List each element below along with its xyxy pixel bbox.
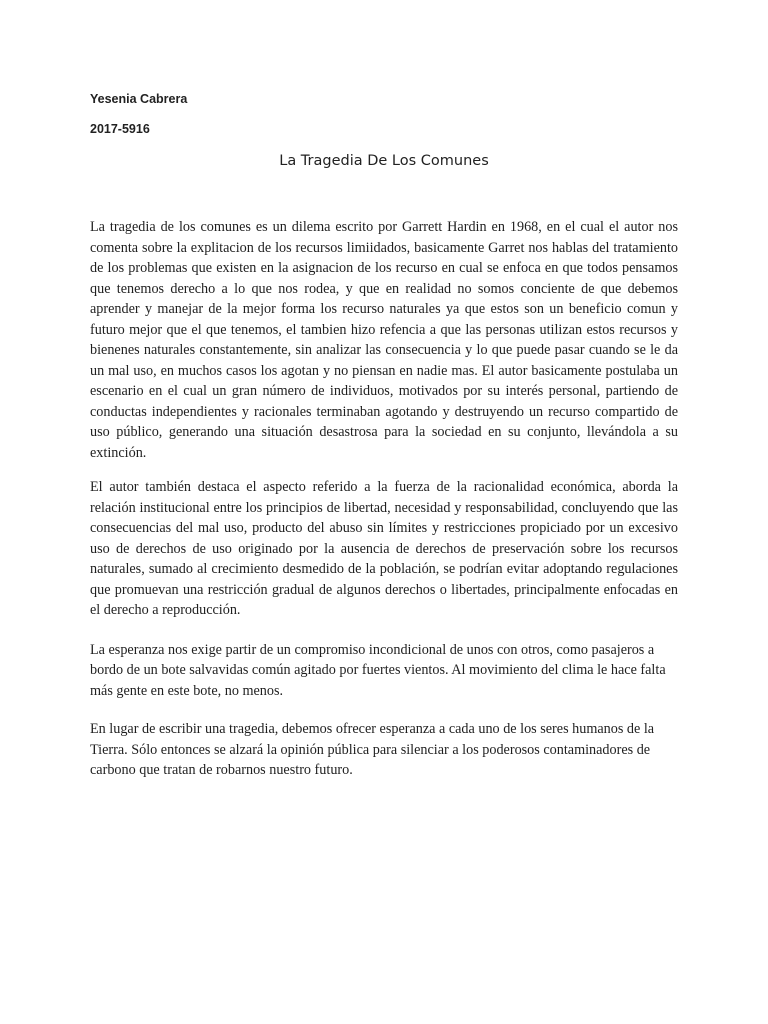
paragraph-2: El autor también destaca el aspecto referido a la fuerza de la racionalidad económica, aborda la relación institucional entre los principios de libertad, necesidad y responsabilidad, concluyendo que las consecuencias del mal uso, producto del abuso sin límites y restricciones propiciado por un excesivo uso de derechos de uso originado por la ausencia de derechos de preservación sobre los recursos naturales, sumado al crecimiento desmedido de la población, se podrían evitar adoptando regulaciones que promuevan una restricción gradual de algunos derechos o libertades, principalmente enfocadas en el derecho a reproducción.	[90, 479, 678, 618]
paragraph-4: En lugar de escribir una tragedia, debemos ofrecer esperanza a cada uno de los seres humanos de la Tierra. Sólo entonces se alzará la opinión pública para silenciar a los poderosos contaminadores de carbono que tratan de robarnos nuestro futuro.	[90, 721, 655, 778]
document-body	[90, 217, 678, 781]
paragraph-1: La tragedia de los comunes es un dilema escrito por Garrett Hardin en 1968, en el cual el autor nos comenta sobre la explitacion de los recursos limiidados, basicamente Garret nos hablas del tratamiento de los problemas que existen en la asignacion de los recurso en cual se enfoca en que todos pensamos que tenemos derecho a lo que nos rodea, y que en realidad no somos conciente de que debemos aprender y manejar de la mejor forma los recurso naturales ya que estos son un beneficio comun y futuro mejor que el que tenemos, el tambien hizo refencia a que las personas utilizan estos recursos y bienenes naturales constantemente, sin analizar las consecuencia y lo que puede pasar cuando se le da un mal uso, en muchos casos los agotan y no piensan en nadie mas. El autor basicamente postulaba un escenario en el cual un gran número de individuos, motivados por su interés personal, partiendo de conductas independientes y racionales terminaban agotando y destruyendo un recurso compartido de uso público, generando una situación desastrosa para la sociedad en su conjunto, llevándola a su extinción.	[90, 219, 678, 461]
author-name: Yesenia Cabrera	[90, 92, 188, 106]
student-id: 2017-5916	[90, 122, 150, 136]
paragraph-3: La esperanza nos exige partir de un compromiso incondicional de unos con otros, como pasajeros a bordo de un bote salvavidas común agitado por fuertes vientos. Al movimiento del clima le hace falta más gente en este bote, no menos.	[90, 641, 666, 699]
document-title: La Tragedia De Los Comunes	[279, 153, 489, 169]
